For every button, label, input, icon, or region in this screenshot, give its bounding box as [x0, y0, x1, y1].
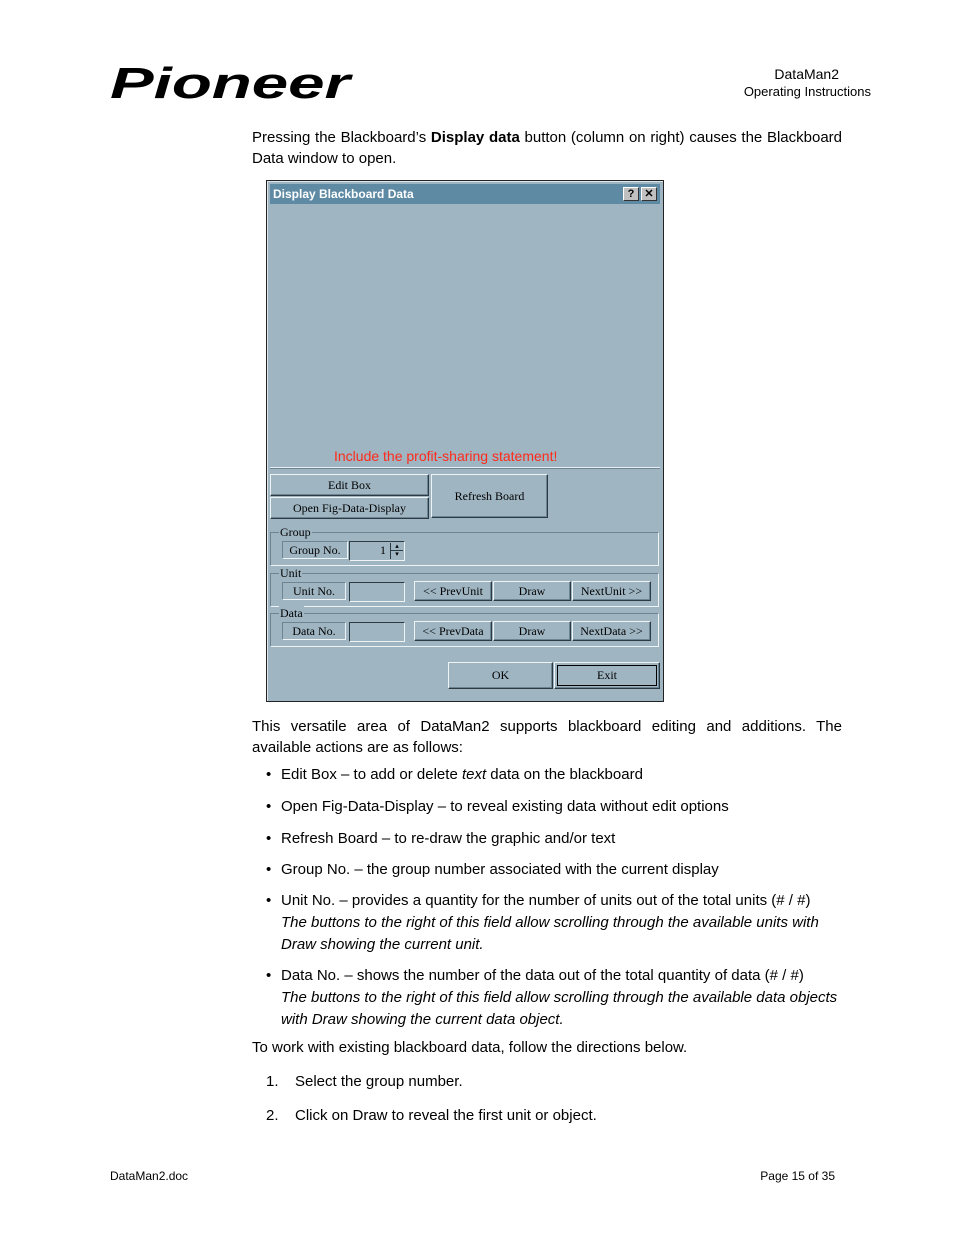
open-fig-data-display-button[interactable]: Open Fig-Data-Display	[270, 497, 429, 519]
unit-no-label: Unit No.	[282, 582, 346, 600]
bullet-text: Data No. – shows the number of the data out of the total quantity of data (# / #)	[281, 967, 804, 984]
draw-data-button[interactable]: Draw	[493, 621, 571, 641]
ok-button[interactable]: OK	[448, 662, 553, 689]
list-item	[266, 965, 846, 1031]
bullet-text-post: data on the blackboard	[486, 766, 643, 783]
action-list	[266, 764, 846, 1031]
doc-title: DataMan2	[774, 66, 839, 82]
prev-data-button[interactable]: << PrevData	[414, 621, 492, 641]
spin-down-icon[interactable]: ▾	[395, 551, 399, 558]
step-number: 2.	[266, 1107, 279, 1124]
group-no-value: 1	[380, 543, 386, 557]
bullet-text: Open Fig-Data-Display – to reveal existing data without edit options	[281, 798, 729, 815]
bullet-text: Unit No. – provides a quantity for the number of units out of the total units (# / #)	[281, 892, 811, 909]
spin-up-icon[interactable]: ▴	[391, 543, 403, 551]
bullet-text: Edit Box – to add or delete	[281, 766, 462, 783]
display-blackboard-dialog	[266, 180, 664, 702]
footer-page-number: Page 15 of 35	[760, 1169, 835, 1183]
steps-list	[266, 1071, 597, 1127]
dialog-titlebar	[270, 184, 660, 204]
step-number: 1.	[266, 1073, 279, 1090]
actions-intro-paragraph: This versatile area of DataMan2 supports blackboard editing and additions. The available actions are as follows:	[252, 718, 842, 756]
list-item	[266, 796, 846, 818]
list-item	[266, 890, 846, 956]
intro-pre: Pressing the Blackboard’s	[252, 129, 431, 146]
next-data-button[interactable]: NextData >>	[572, 621, 651, 641]
intro-paragraph	[252, 127, 842, 169]
refresh-board-button[interactable]: Refresh Board	[431, 474, 548, 518]
close-icon[interactable]: ✕	[641, 187, 657, 201]
list-item	[266, 1071, 597, 1093]
prev-unit-button[interactable]: << PrevUnit	[414, 581, 492, 601]
help-icon[interactable]: ?	[623, 187, 639, 201]
list-item	[266, 1105, 597, 1127]
edit-box-button[interactable]: Edit Box	[270, 474, 429, 496]
list-item	[266, 828, 846, 850]
bullet-italic: text	[461, 766, 487, 783]
bullet-text: Refresh Board – to re-draw the graphic and/or text	[281, 830, 616, 847]
exit-button[interactable]: Exit	[554, 662, 660, 689]
group-no-label: Group No.	[282, 541, 348, 559]
doc-subtitle: Operating Instructions	[743, 84, 871, 99]
data-section	[270, 606, 659, 647]
bullet-note: The buttons to the right of this field allow scrolling through the available units with Draw showing the current unit.	[281, 914, 819, 953]
unit-legend: Unit	[280, 566, 302, 580]
pioneer-logo	[110, 62, 354, 104]
bullet-text: Group No. – the group number associated with the current display	[281, 861, 719, 878]
logo-text: Pioneer	[110, 62, 354, 104]
data-legend: Data	[280, 606, 303, 620]
step-text: Select the group number.	[295, 1073, 463, 1090]
blackboard-canvas	[270, 205, 660, 468]
data-no-field[interactable]	[349, 622, 405, 642]
blackboard-message: Include the profit-sharing statement!	[334, 448, 558, 464]
intro-bold: Display data	[430, 129, 520, 146]
next-unit-button[interactable]: NextUnit >>	[572, 581, 651, 601]
bullet-note: The buttons to the right of this field allow scrolling through the available data objects with Draw showing the current data object.	[281, 989, 838, 1028]
intro-post: button (column on right) causes the Blackboard Data window to open.	[252, 129, 842, 167]
list-item	[266, 764, 846, 786]
group-legend: Group	[280, 525, 311, 539]
footer-filename: DataMan2.doc	[110, 1169, 189, 1183]
list-item	[266, 859, 846, 881]
draw-unit-button[interactable]: Draw	[493, 581, 571, 601]
directions-paragraph: To work with existing blackboard data, follow the directions below.	[252, 1039, 688, 1056]
unit-section	[270, 566, 659, 607]
data-no-label: Data No.	[282, 622, 346, 640]
unit-no-field[interactable]	[349, 582, 405, 602]
dialog-title: Display Blackboard Data	[273, 187, 414, 201]
group-section	[270, 525, 659, 566]
group-no-spinner[interactable]	[390, 543, 403, 559]
step-text: Click on Draw to reveal the first unit or object.	[295, 1107, 597, 1124]
